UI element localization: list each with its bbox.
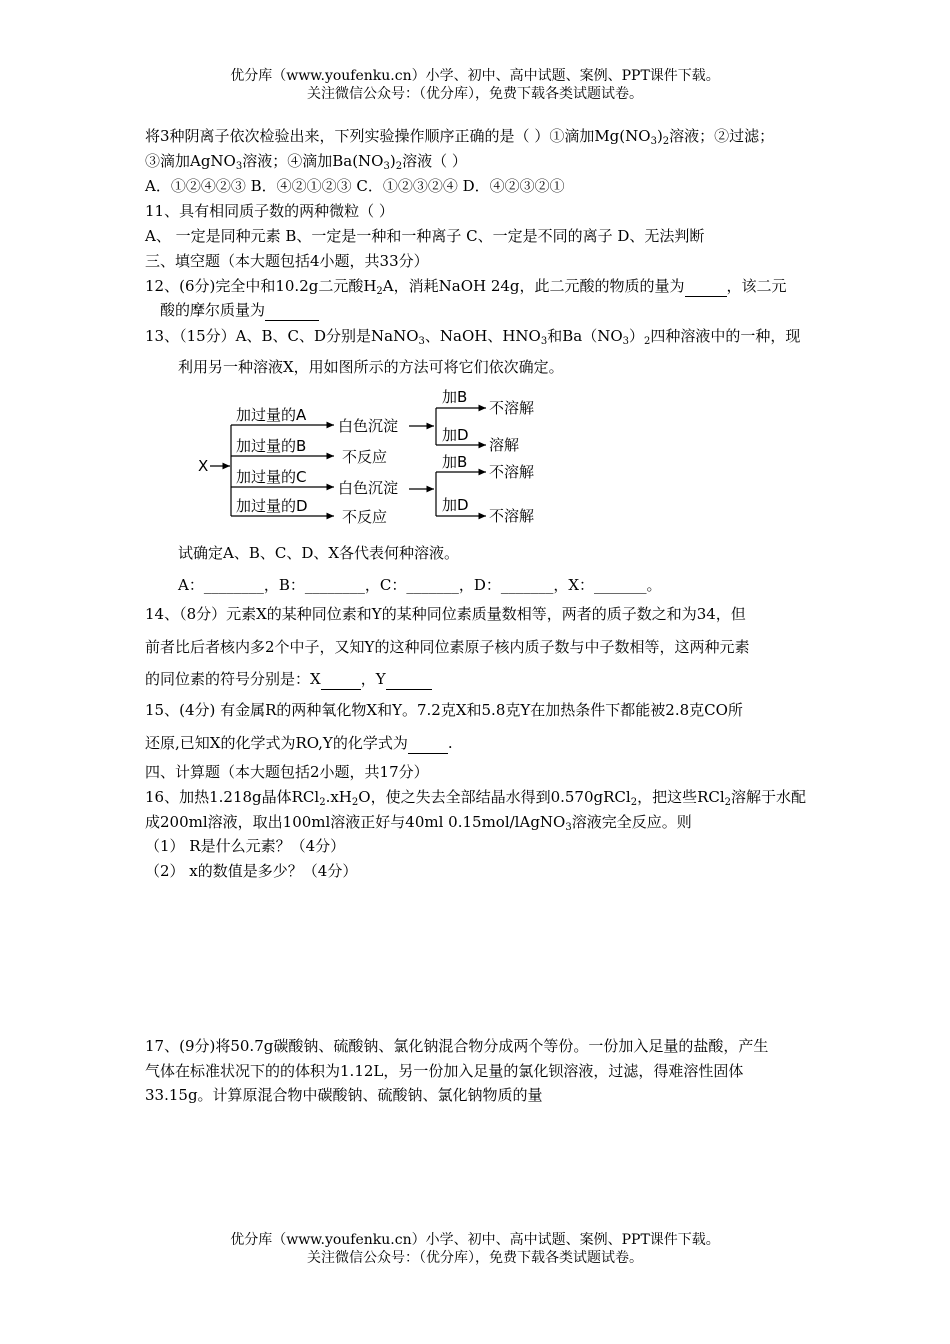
diagram-result-c: 白色沉淀 [338, 479, 399, 497]
q15-line-1: 15、(4分) 有金属R的两种氧化物X和Y。7.2克X和5.8克Y在加热条件下都能被2.8克CO所 [145, 701, 743, 719]
diagram-reagent-a: 加过量的A [236, 406, 307, 424]
diagram-result-b: 不反应 [342, 448, 388, 466]
q17-line-1: 17、(9分)将50.7g碳酸钠、硫酸钠、氯化钠混合物分成两个等份。一份加入足量的盐酸，产生 [145, 1037, 769, 1055]
diagram-add-b-1: 加B [442, 388, 468, 406]
diagram-reagent-c: 加过量的C [236, 468, 307, 486]
diagram-add-d-2: 加D [442, 496, 469, 514]
diagram-outcome-2: 溶解 [489, 436, 520, 454]
q12-line-1: 12、(6分)完全中和10.2g二元酸$H_2A$，消耗NaOH 24g，此二元酸的物质的量为 ，该二元 [145, 277, 787, 297]
q12-blank-2[interactable] [265, 300, 319, 321]
page-header-line-2: 关注微信公众号：（优分库），免费下载各类试题试卷。 [307, 86, 643, 102]
q13-line-3: 试确定A、B、C、D、X各代表何种溶液。 [178, 544, 460, 562]
diagram-outcome-4: 不溶解 [489, 507, 535, 525]
diagram-result-a: 白色沉淀 [338, 417, 399, 435]
diagram-outcome-3: 不溶解 [489, 463, 535, 481]
q11-stem: 11、具有相同质子数的两种微粒（ ） [145, 202, 394, 220]
q13-line-1: 13、（15分）A、B、C、D分别是NaNO$_3$、NaOH、$HNO_3$和$Ba(NO_3)_2$四种溶液中的一种，现 [145, 327, 801, 347]
q13-line-2: 利用另一种溶液X，用如图所示的方法可将它们依次确定。 [178, 358, 564, 376]
q16-line-1: 16、加热1.218g晶体$RCl_2.xH_2O$，使之失去全部结晶水得到0.570gRCl$_2$，把这些RCl$_2$溶解于水配 [145, 788, 807, 808]
q15-line-2: 还原,已知X的化学式为RO,Y的化学式为 . [145, 734, 453, 752]
diagram-add-d-1: 加D [442, 426, 469, 444]
page-footer-line-1: 优分库（www.youfenku.cn）小学、初中、高中试题、案例、PPT课件下载。 [230, 1232, 720, 1248]
q10-options: A．①②④②③ B．④②①②③ C．①②③②④ D．④②③②① [145, 177, 565, 195]
q16-subquestion-2: （2） x的数值是多少？（4分） [145, 862, 358, 880]
diagram-outcome-1: 不溶解 [489, 399, 535, 417]
diagram-add-b-2: 加B [442, 453, 468, 471]
q13-flow-diagram [190, 385, 550, 530]
diagram-result-d: 不反应 [342, 508, 388, 526]
q14-blank-y[interactable] [386, 669, 432, 690]
q13-answer-line: A：________，B：________，C：_______，D：_______，X：_______。 [178, 576, 662, 594]
q17-line-2: 气体在标准状况下的的体积为1.12L，另一份加入足量的氯化钡溶液，过滤，得难溶性固体 [145, 1062, 744, 1080]
diagram-x-label: X [198, 457, 209, 475]
q10-line-1: 将3种阴离子依次检验出来，下列实验操作顺序正确的是（ ）①滴加$Mg(NO_3)_2$溶液；②过滤； [145, 127, 775, 147]
q14-line-3: 的同位素的符号分别是：X ，Y [145, 669, 432, 690]
q17-line-3: 33.15g。计算原混合物中碳酸钠、硫酸钠、氯化钠物质的量 [145, 1086, 543, 1104]
q14-blank-x[interactable] [321, 669, 361, 690]
page-footer-line-2: 关注微信公众号：（优分库），免费下载各类试题试卷。 [307, 1250, 643, 1266]
q16-subquestion-1: （1） R是什么元素？（4分） [145, 837, 346, 855]
q16-line-2: 成200ml溶液，取出100ml溶液正好与40ml 0.15mol/lAgNO$_3$溶液完全反应。则 [145, 813, 692, 833]
q15-blank[interactable] [408, 733, 448, 754]
q10-line-2: ③滴加AgNO$_3$溶液；④滴加$Ba(NO_3)_2$溶液（ ） [145, 152, 467, 172]
q11-options: A、 一定是同种元素 B、一定是一种和一种离子 C、一定是不同的离子 D、无法判断 [145, 227, 705, 245]
section-3-heading: 三、填空题（本大题包括4小题，共33分） [145, 252, 429, 270]
diagram-reagent-d: 加过量的D [236, 497, 308, 515]
diagram-reagent-b: 加过量的B [236, 437, 307, 455]
section-4-heading: 四、计算题（本大题包括2小题，共17分） [145, 763, 429, 781]
q12-blank-1[interactable] [685, 276, 727, 297]
q14-line-2: 前者比后者核内多2个中子，又知Y的这种同位素原子核内质子数与中子数相等，这两种元素 [145, 638, 750, 656]
page-header-line-1: 优分库（www.youfenku.cn）小学、初中、高中试题、案例、PPT课件下载。 [230, 68, 720, 84]
q14-line-1: 14、（8分）元素X的某种同位素和Y的某种同位素质量数相等，两者的质子数之和为34，但 [145, 605, 746, 623]
q12-line-2: 酸的摩尔质量为 [160, 300, 319, 321]
